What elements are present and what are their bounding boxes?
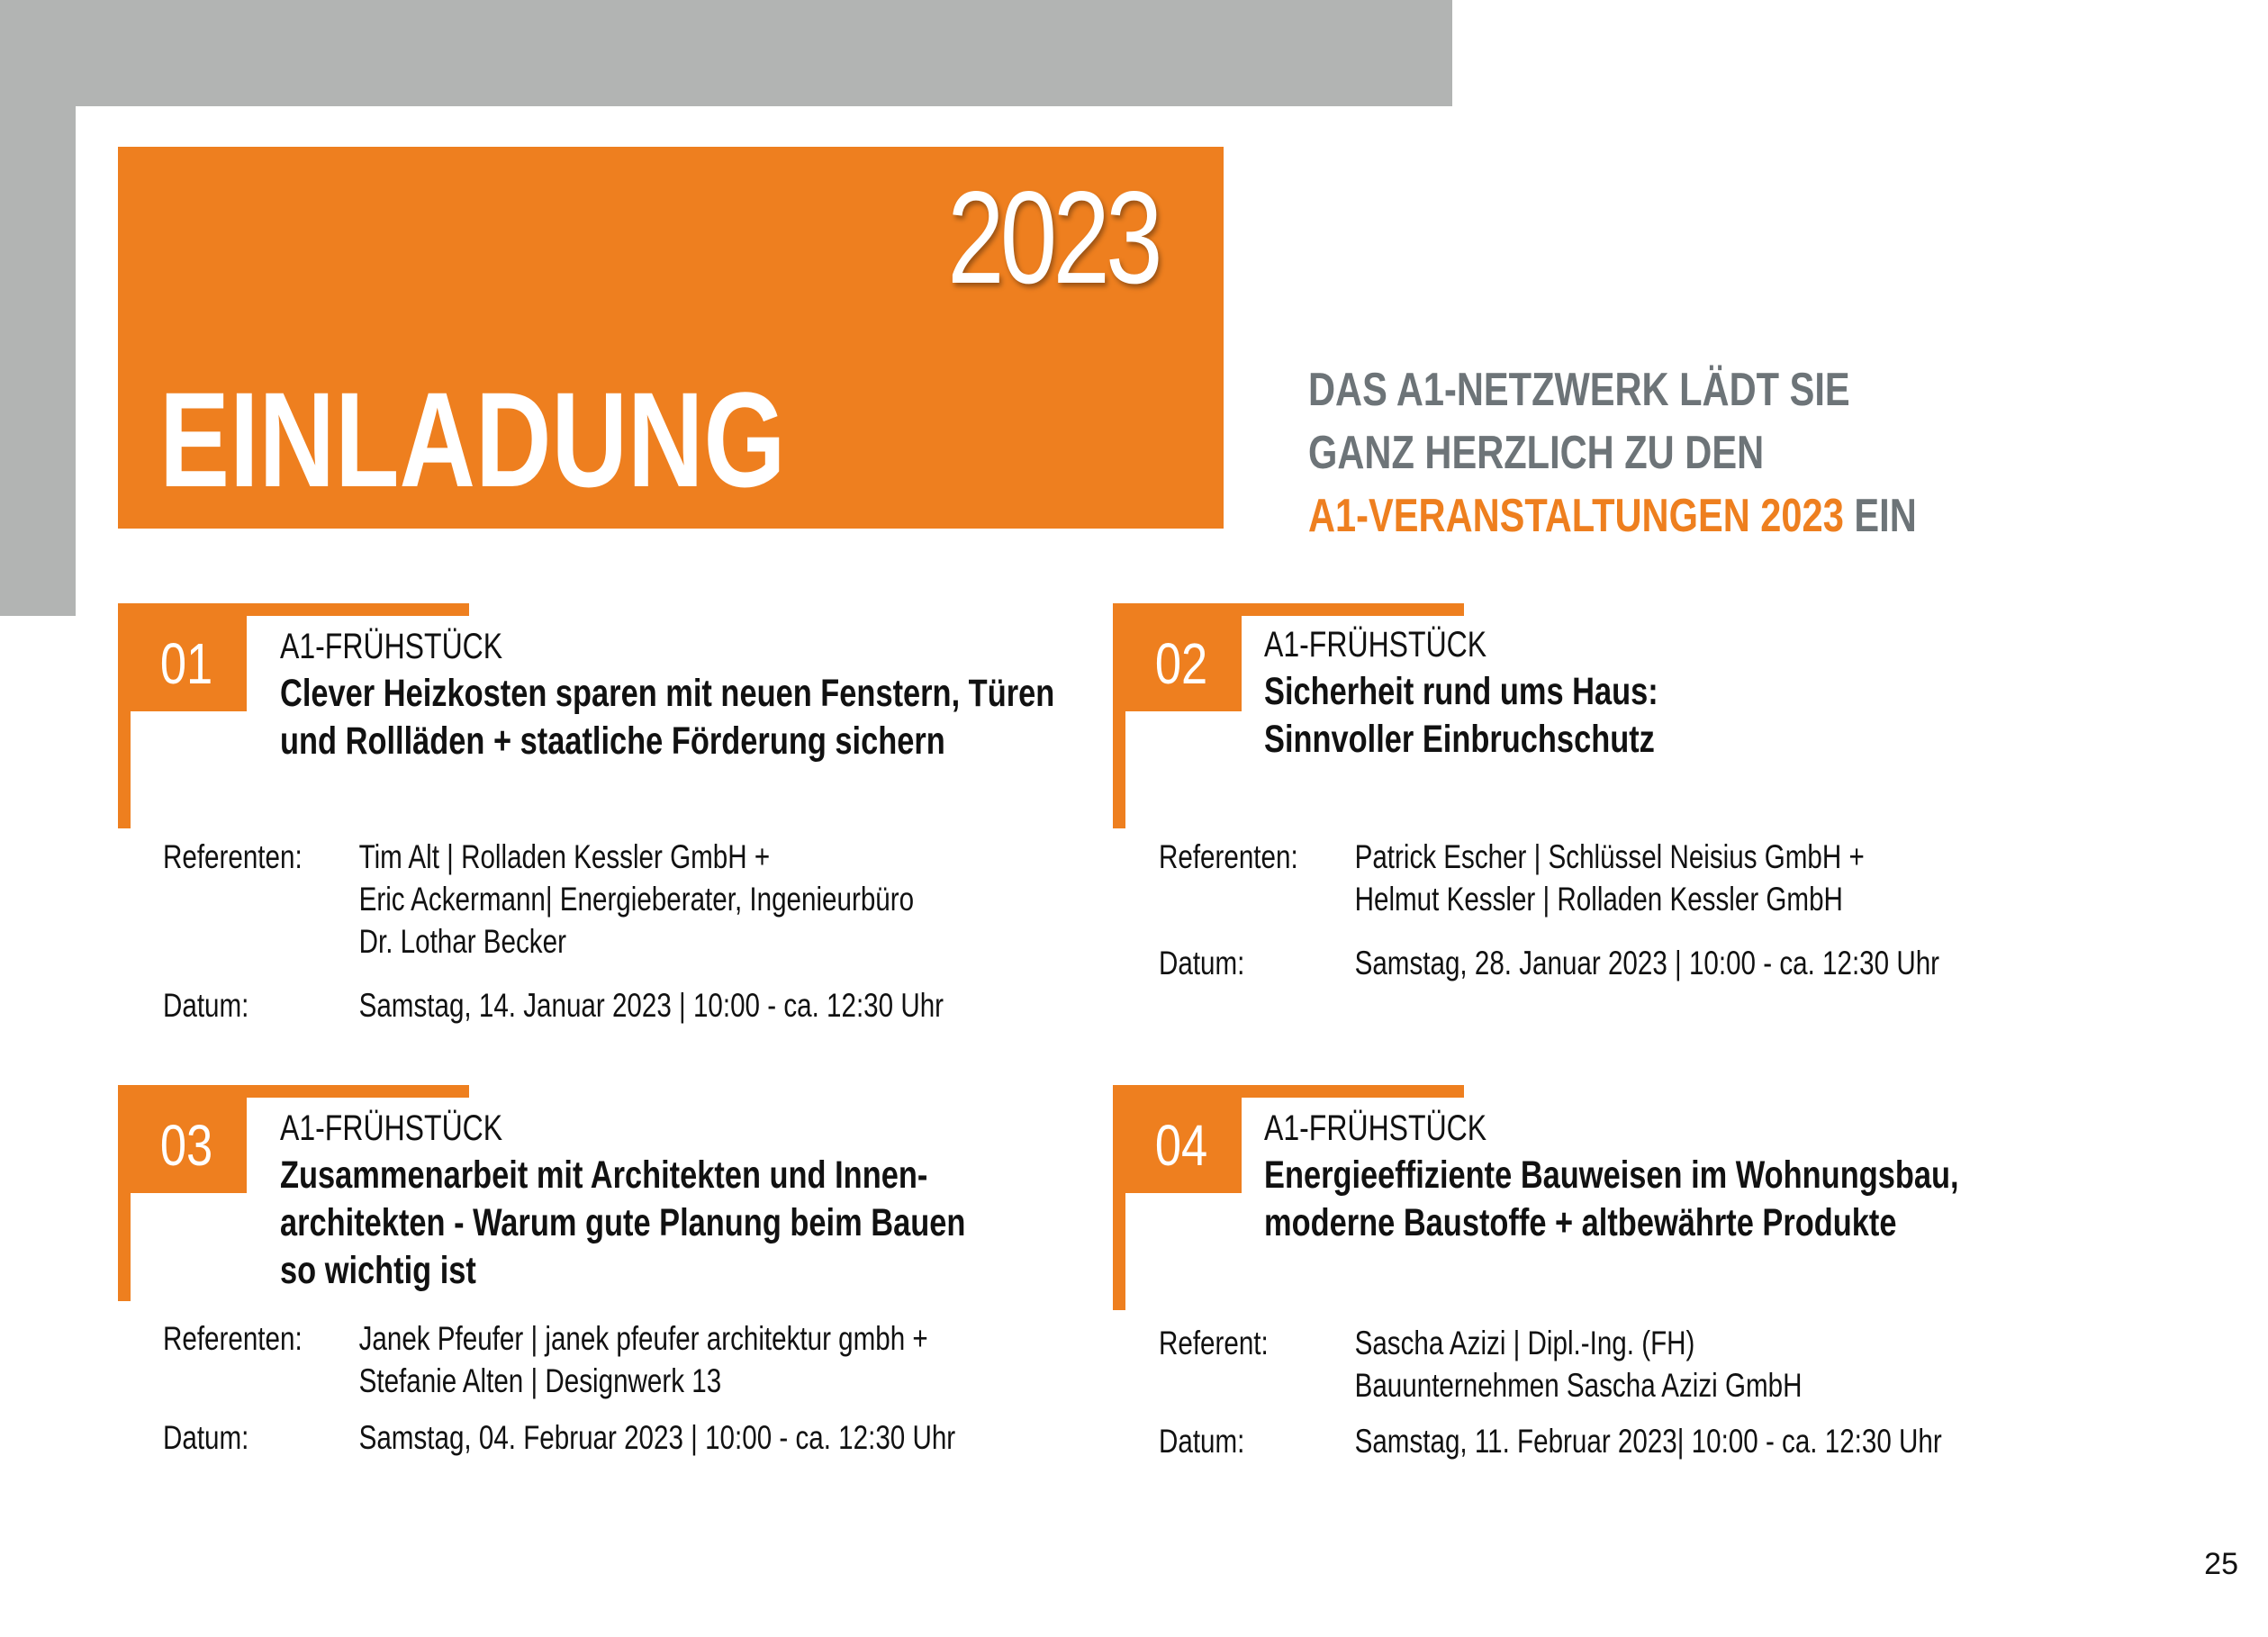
event-number: 02: [1154, 631, 1208, 696]
intro-line-1: DAS A1-NETZWERK LÄDT SIE: [1308, 364, 1850, 416]
event-heading: [280, 623, 1055, 765]
intro-text: [1308, 358, 2029, 547]
date-value: Samstag, 14. Januar 2023 | 10:00 - ca. 12:30 Uhr: [358, 987, 944, 1024]
date-label: Datum:: [1159, 945, 1245, 981]
date-label: Datum:: [163, 987, 249, 1024]
speaker-line: Stefanie Alten | Designwerk 13: [358, 1362, 722, 1399]
speaker-line: Dr. Lothar Becker: [358, 923, 566, 960]
event-number: 04: [1154, 1113, 1208, 1178]
header-title: EINLADUNG: [159, 364, 786, 515]
intro-line-3-rest: EIN: [1843, 490, 1917, 542]
date-label: Datum:: [163, 1419, 249, 1456]
speakers-label: Referenten:: [1159, 838, 1298, 875]
intro-accent: A1-VERANSTALTUNGEN 2023: [1308, 490, 1844, 542]
speaker-line: Bauunternehmen Sascha Azizi GmbH: [1354, 1367, 1803, 1404]
event-heading: [1264, 621, 1984, 764]
speakers-label: Referenten:: [163, 1320, 303, 1357]
event-title-line: architekten - Warum gute Planung beim Bauen: [280, 1201, 966, 1244]
speaker-line: Patrick Escher | Schlüssel Neisius GmbH +: [1354, 838, 1865, 875]
header-banner: [118, 147, 1224, 529]
event-kind: A1-FRÜHSTÜCK: [1264, 1108, 1487, 1148]
date-label: Datum:: [1159, 1423, 1245, 1460]
speakers-label: Referent:: [1159, 1325, 1269, 1361]
event-heading: [280, 1105, 1000, 1295]
event-kind: A1-FRÜHSTÜCK: [280, 627, 503, 666]
event-heading: [1264, 1105, 1984, 1247]
date-value: Samstag, 04. Februar 2023 | 10:00 - ca. 12:30 Uhr: [358, 1419, 956, 1456]
intro-line-2: GANZ HERZLICH ZU DEN: [1308, 427, 1765, 479]
event-kind: A1-FRÜHSTÜCK: [1264, 625, 1487, 665]
speaker-line: Tim Alt | Rolladen Kessler GmbH +: [358, 838, 771, 875]
page-number: 25: [2204, 1547, 2238, 1581]
event-title-line: Zusammenarbeit mit Architekten und Innen-: [280, 1153, 928, 1197]
date-value: Samstag, 11. Februar 2023| 10:00 - ca. 12:30 Uhr: [1354, 1423, 1942, 1460]
intro-line-3: [1308, 484, 2029, 547]
speakers-list: [1355, 1322, 1803, 1406]
event-title-line: so wichtig ist: [280, 1249, 476, 1292]
event-title-line: Energieeffiziente Bauweisen im Wohnungsbau,: [1264, 1153, 1959, 1197]
header-year: 2023: [947, 164, 1159, 311]
event-title-line: Clever Heizkosten sparen mit neuen Fenstern, Türen: [280, 672, 1055, 715]
speaker-line: Sascha Azizi | Dipl.-Ing. (FH): [1354, 1325, 1695, 1361]
event-title-line: und Rollläden + staatliche Förderung sichern: [280, 719, 945, 763]
event-title-line: moderne Baustoffe + altbewährte Produkte: [1264, 1201, 1897, 1244]
event-title-line: Sinnvoller Einbruchschutz: [1264, 718, 1655, 761]
speakers-list: [359, 836, 914, 963]
date-value: Samstag, 28. Januar 2023 | 10:00 - ca. 12:30 Uhr: [1354, 945, 1940, 981]
speaker-line: Eric Ackermann| Energieberater, Ingenieurbüro: [358, 881, 915, 918]
event-number: 03: [159, 1113, 213, 1178]
speaker-line: Helmut Kessler | Rolladen Kessler GmbH: [1354, 881, 1843, 918]
speakers-list: [359, 1317, 928, 1402]
event-title-line: Sicherheit rund ums Haus:: [1264, 670, 1658, 713]
speakers-list: [1355, 836, 1865, 920]
event-number: 01: [159, 631, 213, 696]
speaker-line: Janek Pfeufer | janek pfeufer architektur gmbh +: [358, 1320, 928, 1357]
event-kind: A1-FRÜHSTÜCK: [280, 1108, 503, 1148]
speakers-label: Referenten:: [163, 838, 303, 875]
